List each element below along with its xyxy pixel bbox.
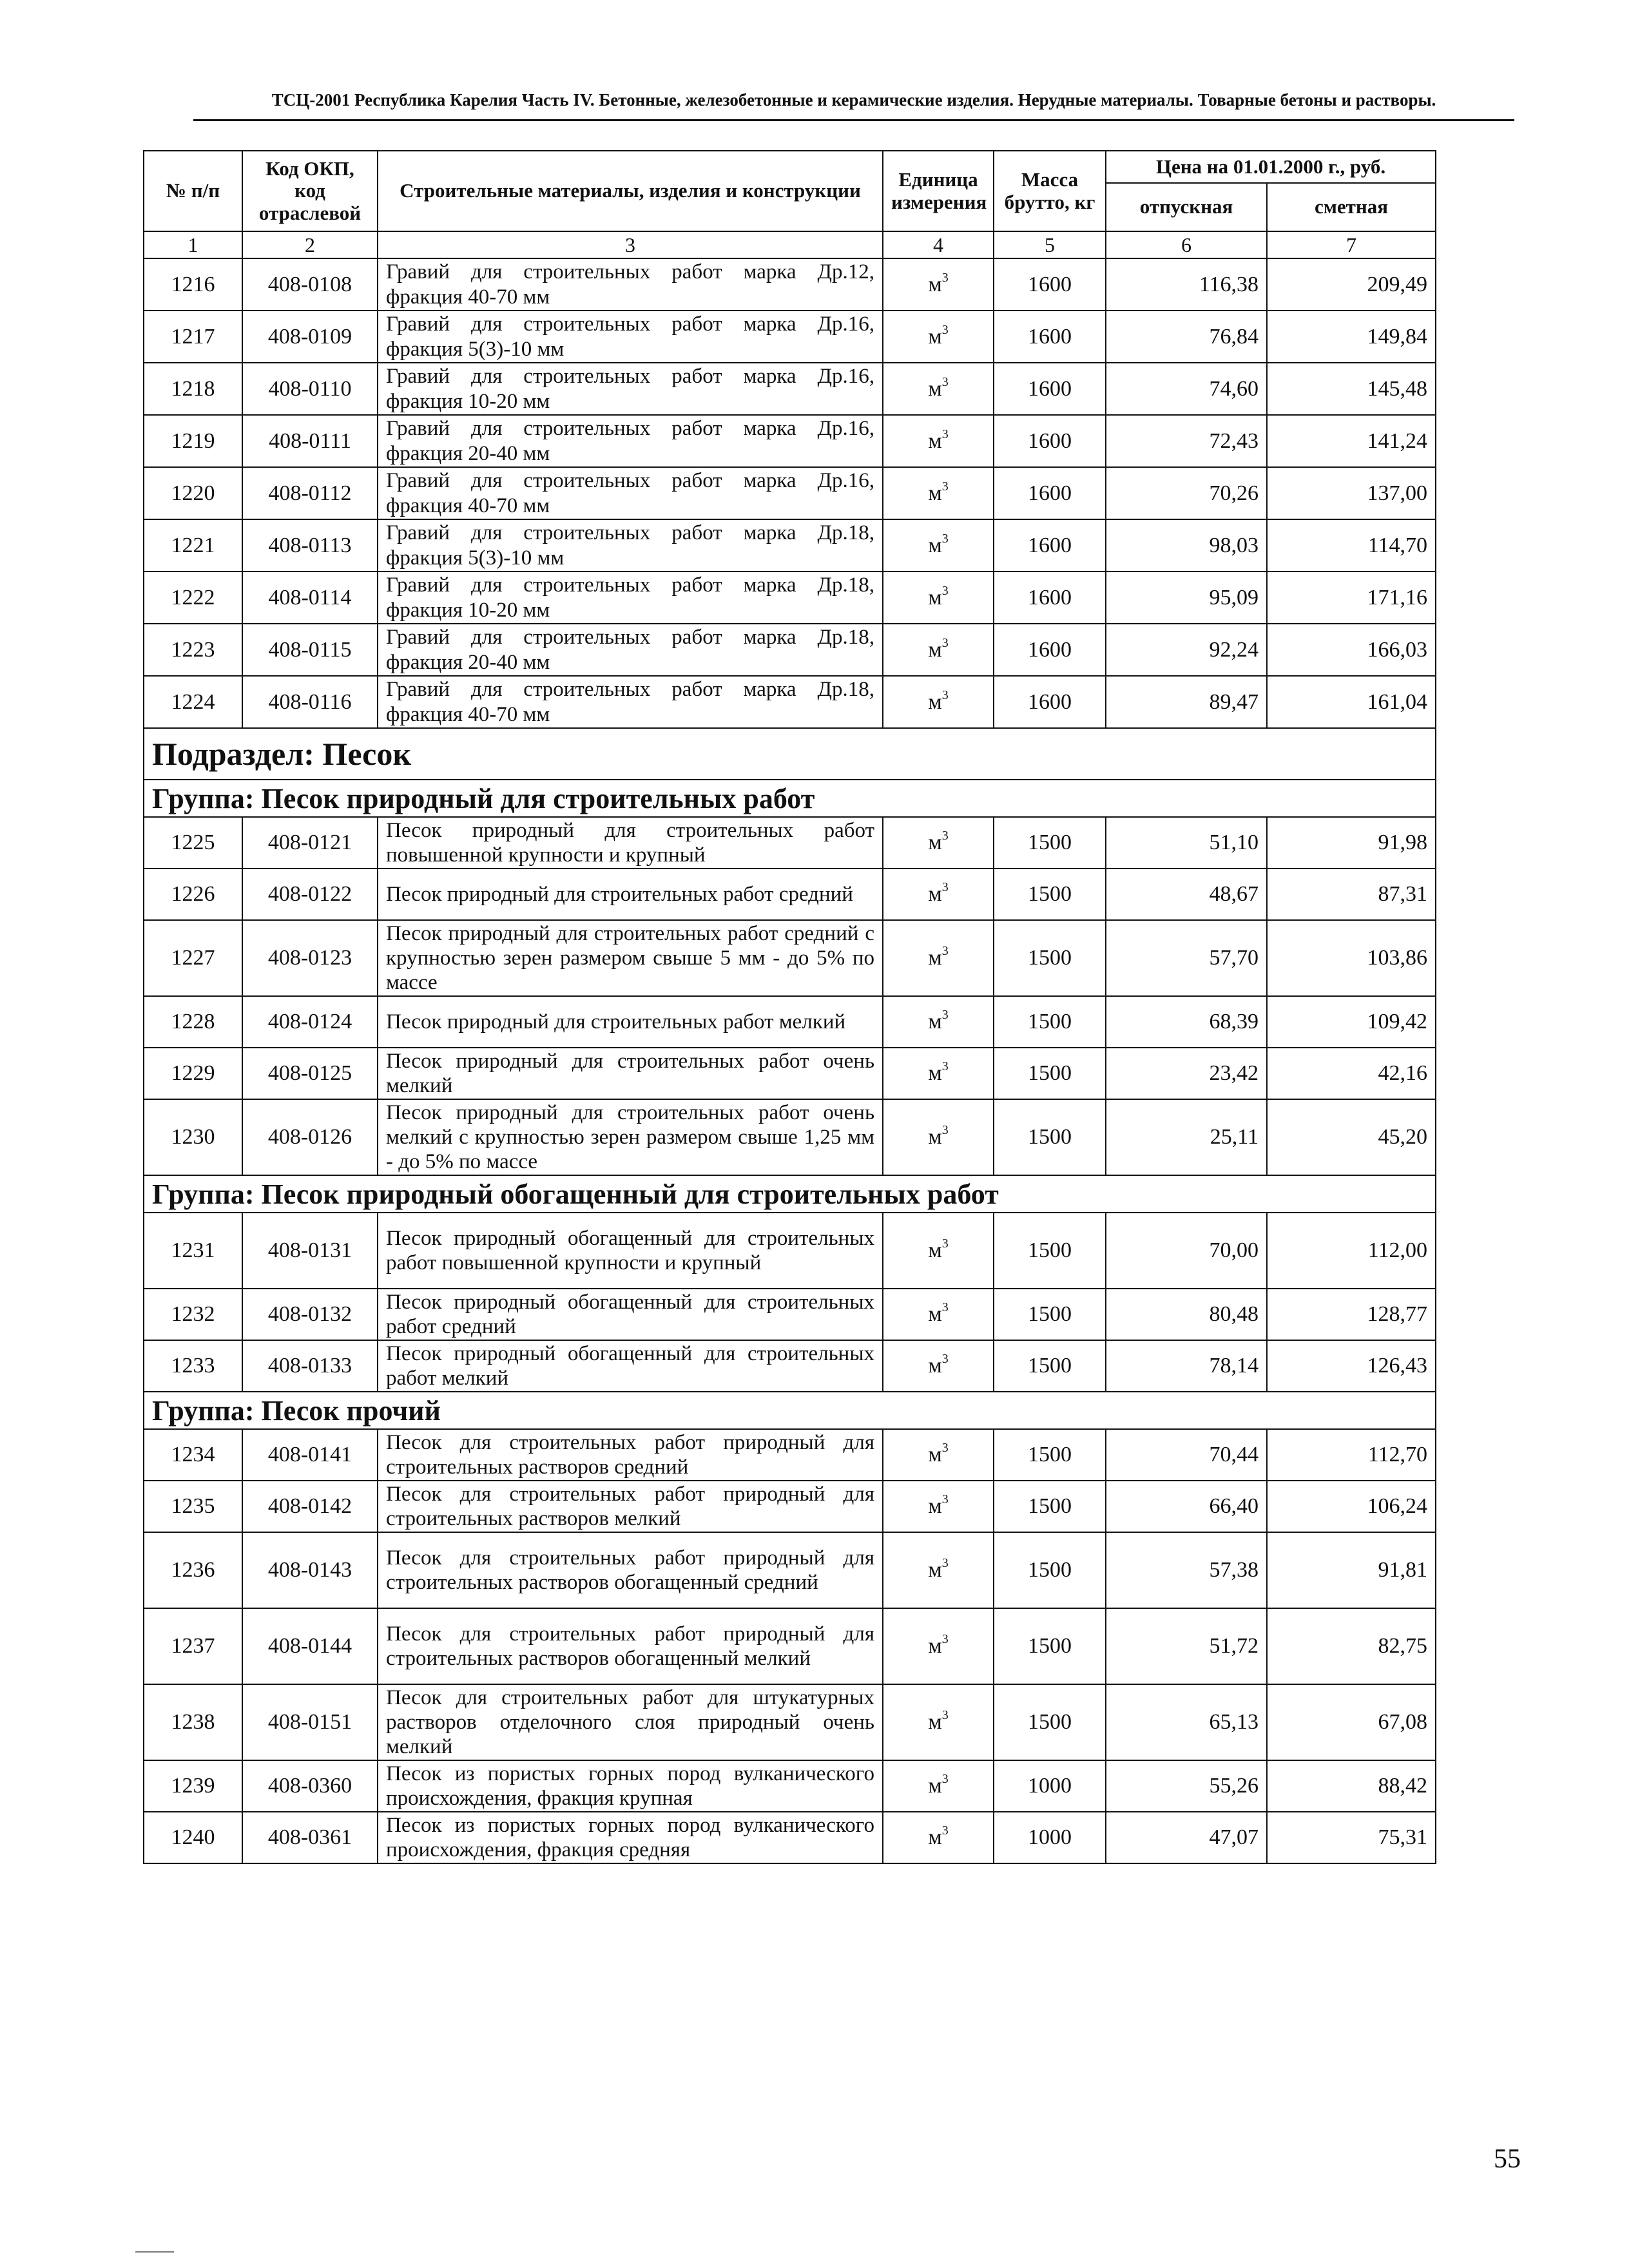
table-row (144, 415, 1436, 467)
price-estimate: 106,24 (1267, 1481, 1436, 1532)
table-row (144, 572, 1436, 624)
table-row (144, 624, 1436, 676)
price-wholesale: 57,38 (1106, 1532, 1267, 1608)
gross-mass: 1500 (994, 1099, 1106, 1175)
row-number: 1228 (144, 996, 242, 1048)
price-table (143, 150, 1436, 1864)
table-row (144, 996, 1436, 1048)
group-title: Группа: Песок прочий (144, 1392, 1436, 1429)
gross-mass: 1500 (994, 1048, 1106, 1099)
price-estimate: 137,00 (1267, 467, 1436, 519)
col-number: 7 (1267, 231, 1436, 258)
unit-superscript: 3 (941, 1236, 949, 1251)
okp-code: 408-0131 (242, 1213, 378, 1289)
price-estimate: 161,04 (1267, 676, 1436, 728)
unit-superscript: 3 (941, 1059, 949, 1073)
unit-text: м (928, 1302, 942, 1326)
unit-text: м (928, 689, 942, 714)
material-name: Песок природный для строительных работ очень мелкий с крупностью зерен размером свыше 1,25 мм - до 5% по массе (378, 1099, 883, 1175)
material-name: Песок природный для строительных работ средний (378, 869, 883, 920)
material-name: Гравий для строительных работ марка Др.16, фракция 5(3)-10 мм (378, 311, 883, 363)
unit-of-measure (883, 869, 994, 920)
gross-mass: 1500 (994, 1429, 1106, 1481)
row-number: 1216 (144, 258, 242, 311)
subsection-block (144, 728, 1436, 817)
gross-mass: 1600 (994, 624, 1106, 676)
table-row (144, 1099, 1436, 1175)
price-wholesale: 48,67 (1106, 869, 1267, 920)
unit-superscript: 3 (941, 1008, 949, 1022)
header-num: № п/п (144, 151, 242, 231)
unit-text: м (928, 882, 942, 906)
table-row (144, 519, 1436, 572)
unit-superscript: 3 (941, 880, 949, 894)
row-number: 1227 (144, 920, 242, 996)
price-estimate: 128,77 (1267, 1289, 1436, 1340)
unit-superscript: 3 (941, 1352, 949, 1366)
row-number: 1223 (144, 624, 242, 676)
material-name: Песок для строительных работ для штукатурных растворов отделочного слоя природный очень мелкий (378, 1684, 883, 1760)
row-number: 1232 (144, 1289, 242, 1340)
unit-of-measure (883, 1213, 994, 1289)
row-number: 1236 (144, 1532, 242, 1608)
price-wholesale: 47,07 (1106, 1812, 1267, 1863)
table-row (144, 1289, 1436, 1340)
gross-mass: 1600 (994, 467, 1106, 519)
price-wholesale: 55,26 (1106, 1760, 1267, 1812)
material-name: Песок природный обогащенный для строительных работ мелкий (378, 1340, 883, 1392)
table-row (144, 1608, 1436, 1684)
table-row (144, 1340, 1436, 1392)
unit-text: м (928, 481, 942, 505)
material-name: Гравий для строительных работ марка Др.18, фракция 40-70 мм (378, 676, 883, 728)
table-row (144, 1481, 1436, 1532)
unit-text: м (928, 1558, 942, 1582)
price-wholesale: 116,38 (1106, 258, 1267, 311)
unit-superscript: 3 (941, 1492, 949, 1506)
price-wholesale: 98,03 (1106, 519, 1267, 572)
row-number: 1219 (144, 415, 242, 467)
price-estimate: 209,49 (1267, 258, 1436, 311)
gross-mass: 1600 (994, 572, 1106, 624)
okp-code: 408-0110 (242, 363, 378, 415)
gross-mass: 1500 (994, 1532, 1106, 1608)
row-number: 1233 (144, 1340, 242, 1392)
header-okp: Код ОКП, код отраслевой (242, 151, 378, 231)
group3-header (144, 1392, 1436, 1429)
gross-mass: 1500 (994, 1608, 1106, 1684)
price-wholesale: 65,13 (1106, 1684, 1267, 1760)
material-name: Песок для строительных работ природный для строительных растворов средний (378, 1429, 883, 1481)
price-wholesale: 70,26 (1106, 467, 1267, 519)
price-wholesale: 72,43 (1106, 415, 1267, 467)
price-wholesale: 89,47 (1106, 676, 1267, 728)
material-name: Гравий для строительных работ марка Др.18, фракция 5(3)-10 мм (378, 519, 883, 572)
unit-text: м (928, 1825, 942, 1849)
okp-code: 408-0151 (242, 1684, 378, 1760)
price-estimate: 88,42 (1267, 1760, 1436, 1812)
gross-mass: 1600 (994, 258, 1106, 311)
price-wholesale: 57,70 (1106, 920, 1267, 996)
material-name: Песок из пористых горных пород вулканического происхождения, фракция средняя (378, 1812, 883, 1863)
col-number: 4 (883, 231, 994, 258)
okp-code: 408-0108 (242, 258, 378, 311)
price-estimate: 145,48 (1267, 363, 1436, 415)
unit-of-measure (883, 1429, 994, 1481)
material-name: Гравий для строительных работ марка Др.18, фракция 20-40 мм (378, 624, 883, 676)
gross-mass: 1500 (994, 920, 1106, 996)
unit-text: м (928, 1710, 942, 1734)
table-row (144, 920, 1436, 996)
gross-mass: 1500 (994, 1213, 1106, 1289)
okp-code: 408-0116 (242, 676, 378, 728)
price-estimate: 112,00 (1267, 1213, 1436, 1289)
row-number: 1217 (144, 311, 242, 363)
table-row (144, 1532, 1436, 1608)
unit-of-measure (883, 676, 994, 728)
unit-of-measure (883, 1340, 994, 1392)
table-row (144, 1684, 1436, 1760)
subsection-title: Подраздел: Песок (144, 728, 1436, 780)
okp-code: 408-0144 (242, 1608, 378, 1684)
okp-code: 408-0123 (242, 920, 378, 996)
col-number: 1 (144, 231, 242, 258)
unit-text: м (928, 324, 942, 349)
material-name: Песок из пористых горных пород вулканического происхождения, фракция крупная (378, 1760, 883, 1812)
row-number: 1225 (144, 817, 242, 869)
row-number: 1224 (144, 676, 242, 728)
unit-text: м (928, 376, 942, 401)
row-number: 1239 (144, 1760, 242, 1812)
unit-superscript: 3 (941, 1441, 949, 1455)
table-row (144, 1812, 1436, 1863)
gross-mass: 1500 (994, 817, 1106, 869)
price-wholesale: 70,44 (1106, 1429, 1267, 1481)
unit-superscript: 3 (941, 635, 949, 650)
price-estimate: 166,03 (1267, 624, 1436, 676)
price-wholesale: 92,24 (1106, 624, 1267, 676)
unit-of-measure (883, 572, 994, 624)
table-row (144, 1213, 1436, 1289)
row-number: 1222 (144, 572, 242, 624)
unit-superscript: 3 (941, 322, 949, 337)
unit-superscript: 3 (941, 583, 949, 598)
unit-text: м (928, 1774, 942, 1798)
unit-text: м (928, 637, 942, 662)
okp-code: 408-0133 (242, 1340, 378, 1392)
okp-code: 408-0115 (242, 624, 378, 676)
group2-rows (144, 1213, 1436, 1392)
col-number: 2 (242, 231, 378, 258)
unit-of-measure (883, 415, 994, 467)
price-estimate: 171,16 (1267, 572, 1436, 624)
unit-superscript: 3 (941, 479, 949, 494)
unit-text: м (928, 1238, 942, 1262)
group2-header (144, 1175, 1436, 1213)
gross-mass: 1500 (994, 996, 1106, 1048)
header-price-wholesale: отпускная (1106, 183, 1267, 231)
unit-of-measure (883, 1608, 994, 1684)
unit-text: м (928, 1061, 942, 1085)
unit-text: м (928, 1443, 942, 1466)
unit-of-measure (883, 1760, 994, 1812)
column-number-row (144, 231, 1436, 258)
unit-superscript: 3 (941, 1556, 949, 1570)
price-wholesale: 51,72 (1106, 1608, 1267, 1684)
okp-code: 408-0361 (242, 1812, 378, 1863)
material-name: Песок для строительных работ природный для строительных растворов мелкий (378, 1481, 883, 1532)
table-row (144, 363, 1436, 415)
table-row (144, 258, 1436, 311)
row-number: 1230 (144, 1099, 242, 1175)
unit-text: м (928, 272, 942, 296)
okp-code: 408-0360 (242, 1760, 378, 1812)
unit-of-measure (883, 1812, 994, 1863)
price-estimate: 141,24 (1267, 415, 1436, 467)
header-rule (193, 119, 1514, 121)
price-wholesale: 80,48 (1106, 1289, 1267, 1340)
row-number: 1221 (144, 519, 242, 572)
unit-text: м (928, 1634, 942, 1658)
unit-text: м (928, 1494, 942, 1518)
okp-code: 408-0122 (242, 869, 378, 920)
material-name: Песок природный обогащенный для строительных работ средний (378, 1289, 883, 1340)
page-number: 55 (1494, 2144, 1521, 2174)
row-number: 1229 (144, 1048, 242, 1099)
unit-text: м (928, 533, 942, 557)
table-row (144, 676, 1436, 728)
table-row (144, 467, 1436, 519)
unit-of-measure (883, 311, 994, 363)
row-number: 1220 (144, 467, 242, 519)
table-row (144, 311, 1436, 363)
material-name: Песок природный для строительных работ повышенной крупности и крупный (378, 817, 883, 869)
unit-of-measure (883, 817, 994, 869)
unit-superscript: 3 (941, 270, 949, 285)
unit-of-measure (883, 1684, 994, 1760)
gross-mass: 1500 (994, 1289, 1106, 1340)
group-title: Группа: Песок природный для строительных работ (144, 780, 1436, 817)
row-number: 1218 (144, 363, 242, 415)
okp-code: 408-0112 (242, 467, 378, 519)
gross-mass: 1600 (994, 676, 1106, 728)
price-estimate: 109,42 (1267, 996, 1436, 1048)
okp-code: 408-0121 (242, 817, 378, 869)
unit-superscript: 3 (941, 1708, 949, 1722)
price-wholesale: 23,42 (1106, 1048, 1267, 1099)
price-estimate: 67,08 (1267, 1684, 1436, 1760)
gross-mass: 1000 (994, 1760, 1106, 1812)
gross-mass: 1600 (994, 311, 1106, 363)
okp-code: 408-0141 (242, 1429, 378, 1481)
gross-mass: 1500 (994, 1481, 1106, 1532)
unit-of-measure (883, 624, 994, 676)
gross-mass: 1600 (994, 519, 1106, 572)
header-unit: Единица измерения (883, 151, 994, 231)
unit-text: м (928, 1354, 942, 1378)
material-name: Гравий для строительных работ марка Др.16, фракция 20-40 мм (378, 415, 883, 467)
unit-of-measure (883, 1481, 994, 1532)
unit-of-measure (883, 258, 994, 311)
okp-code: 408-0125 (242, 1048, 378, 1099)
price-estimate: 45,20 (1267, 1099, 1436, 1175)
material-name: Песок природный обогащенный для строительных работ повышенной крупности и крупный (378, 1213, 883, 1289)
row-number: 1226 (144, 869, 242, 920)
price-wholesale: 74,60 (1106, 363, 1267, 415)
material-name: Гравий для строительных работ марка Др.12, фракция 40-70 мм (378, 258, 883, 311)
unit-text: м (928, 428, 942, 453)
group1-rows (144, 817, 1436, 1175)
price-wholesale: 76,84 (1106, 311, 1267, 363)
price-wholesale: 25,11 (1106, 1099, 1267, 1175)
group3-rows (144, 1429, 1436, 1863)
row-number: 1237 (144, 1608, 242, 1684)
material-name: Песок природный для строительных работ средний с крупностью зерен размером свыше 5 мм - до 5% по массе (378, 920, 883, 996)
okp-code: 408-0113 (242, 519, 378, 572)
price-estimate: 126,43 (1267, 1340, 1436, 1392)
price-estimate: 91,98 (1267, 817, 1436, 869)
material-name: Гравий для строительных работ марка Др.16, фракция 10-20 мм (378, 363, 883, 415)
material-name: Гравий для строительных работ марка Др.18, фракция 10-20 мм (378, 572, 883, 624)
price-wholesale: 78,14 (1106, 1340, 1267, 1392)
table-row (144, 1760, 1436, 1812)
row-number: 1234 (144, 1429, 242, 1481)
price-wholesale: 66,40 (1106, 1481, 1267, 1532)
unit-of-measure (883, 920, 994, 996)
gross-mass: 1600 (994, 363, 1106, 415)
unit-text: м (928, 946, 942, 970)
unit-of-measure (883, 363, 994, 415)
col-number: 3 (378, 231, 883, 258)
okp-code: 408-0111 (242, 415, 378, 467)
unit-superscript: 3 (941, 374, 949, 389)
price-estimate: 114,70 (1267, 519, 1436, 572)
price-wholesale: 51,10 (1106, 817, 1267, 869)
unit-superscript: 3 (941, 1632, 949, 1646)
unit-of-measure (883, 1532, 994, 1608)
price-wholesale: 95,09 (1106, 572, 1267, 624)
unit-of-measure (883, 1289, 994, 1340)
unit-superscript: 3 (941, 944, 949, 958)
gross-mass: 1500 (994, 869, 1106, 920)
okp-code: 408-0124 (242, 996, 378, 1048)
okp-code: 408-0143 (242, 1532, 378, 1608)
okp-code: 408-0109 (242, 311, 378, 363)
row-number: 1231 (144, 1213, 242, 1289)
unit-of-measure (883, 1048, 994, 1099)
price-estimate: 112,70 (1267, 1429, 1436, 1481)
price-estimate: 103,86 (1267, 920, 1436, 996)
table-row (144, 817, 1436, 869)
price-wholesale: 68,39 (1106, 996, 1267, 1048)
price-estimate: 82,75 (1267, 1608, 1436, 1684)
table-row (144, 869, 1436, 920)
okp-code: 408-0132 (242, 1289, 378, 1340)
row-number: 1235 (144, 1481, 242, 1532)
running-header: ТСЦ-2001 Республика Карелия Часть IV. Бетонные, железобетонные и керамические изделия. Нерудные материалы. Товарные бетоны и растворы. (271, 90, 1436, 110)
material-name: Песок природный для строительных работ очень мелкий (378, 1048, 883, 1099)
okp-code: 408-0114 (242, 572, 378, 624)
footer-mark (135, 2251, 174, 2253)
gross-mass: 1600 (994, 415, 1106, 467)
table-row (144, 1429, 1436, 1481)
material-name: Песок для строительных работ природный для строительных растворов обогащенный мелкий (378, 1608, 883, 1684)
unit-of-measure (883, 996, 994, 1048)
unit-text: м (928, 1010, 942, 1033)
unit-superscript: 3 (941, 1123, 949, 1137)
price-estimate: 149,84 (1267, 311, 1436, 363)
unit-superscript: 3 (941, 1300, 949, 1314)
okp-code: 408-0142 (242, 1481, 378, 1532)
unit-superscript: 3 (941, 531, 949, 546)
header-mass: Масса брутто, кг (994, 151, 1106, 231)
price-wholesale: 70,00 (1106, 1213, 1267, 1289)
unit-superscript: 3 (941, 1772, 949, 1786)
material-name: Песок для строительных работ природный для строительных растворов обогащенный средний (378, 1532, 883, 1608)
group-title: Группа: Песок природный обогащенный для строительных работ (144, 1175, 1436, 1213)
header-price-estimate: сметная (1267, 183, 1436, 231)
header-name: Строительные материалы, изделия и конструкции (378, 151, 883, 231)
table-row (144, 1048, 1436, 1099)
price-estimate: 87,31 (1267, 869, 1436, 920)
unit-text: м (928, 831, 942, 854)
unit-superscript: 3 (941, 829, 949, 843)
unit-of-measure (883, 467, 994, 519)
unit-of-measure (883, 519, 994, 572)
price-estimate: 91,81 (1267, 1532, 1436, 1608)
header-price-group: Цена на 01.01.2000 г., руб. (1106, 151, 1436, 183)
unit-text: м (928, 1125, 942, 1149)
row-number: 1238 (144, 1684, 242, 1760)
unit-of-measure (883, 1099, 994, 1175)
okp-code: 408-0126 (242, 1099, 378, 1175)
row-number: 1240 (144, 1812, 242, 1863)
unit-text: м (928, 585, 942, 610)
col-number: 5 (994, 231, 1106, 258)
gross-mass: 1000 (994, 1812, 1106, 1863)
price-estimate: 42,16 (1267, 1048, 1436, 1099)
unit-superscript: 3 (941, 1823, 949, 1838)
col-number: 6 (1106, 231, 1267, 258)
material-name: Гравий для строительных работ марка Др.16, фракция 40-70 мм (378, 467, 883, 519)
unit-superscript: 3 (941, 687, 949, 702)
gravel-rows (144, 258, 1436, 728)
unit-superscript: 3 (941, 427, 949, 441)
gross-mass: 1500 (994, 1340, 1106, 1392)
price-estimate: 75,31 (1267, 1812, 1436, 1863)
material-name: Песок природный для строительных работ мелкий (378, 996, 883, 1048)
gross-mass: 1500 (994, 1684, 1106, 1760)
